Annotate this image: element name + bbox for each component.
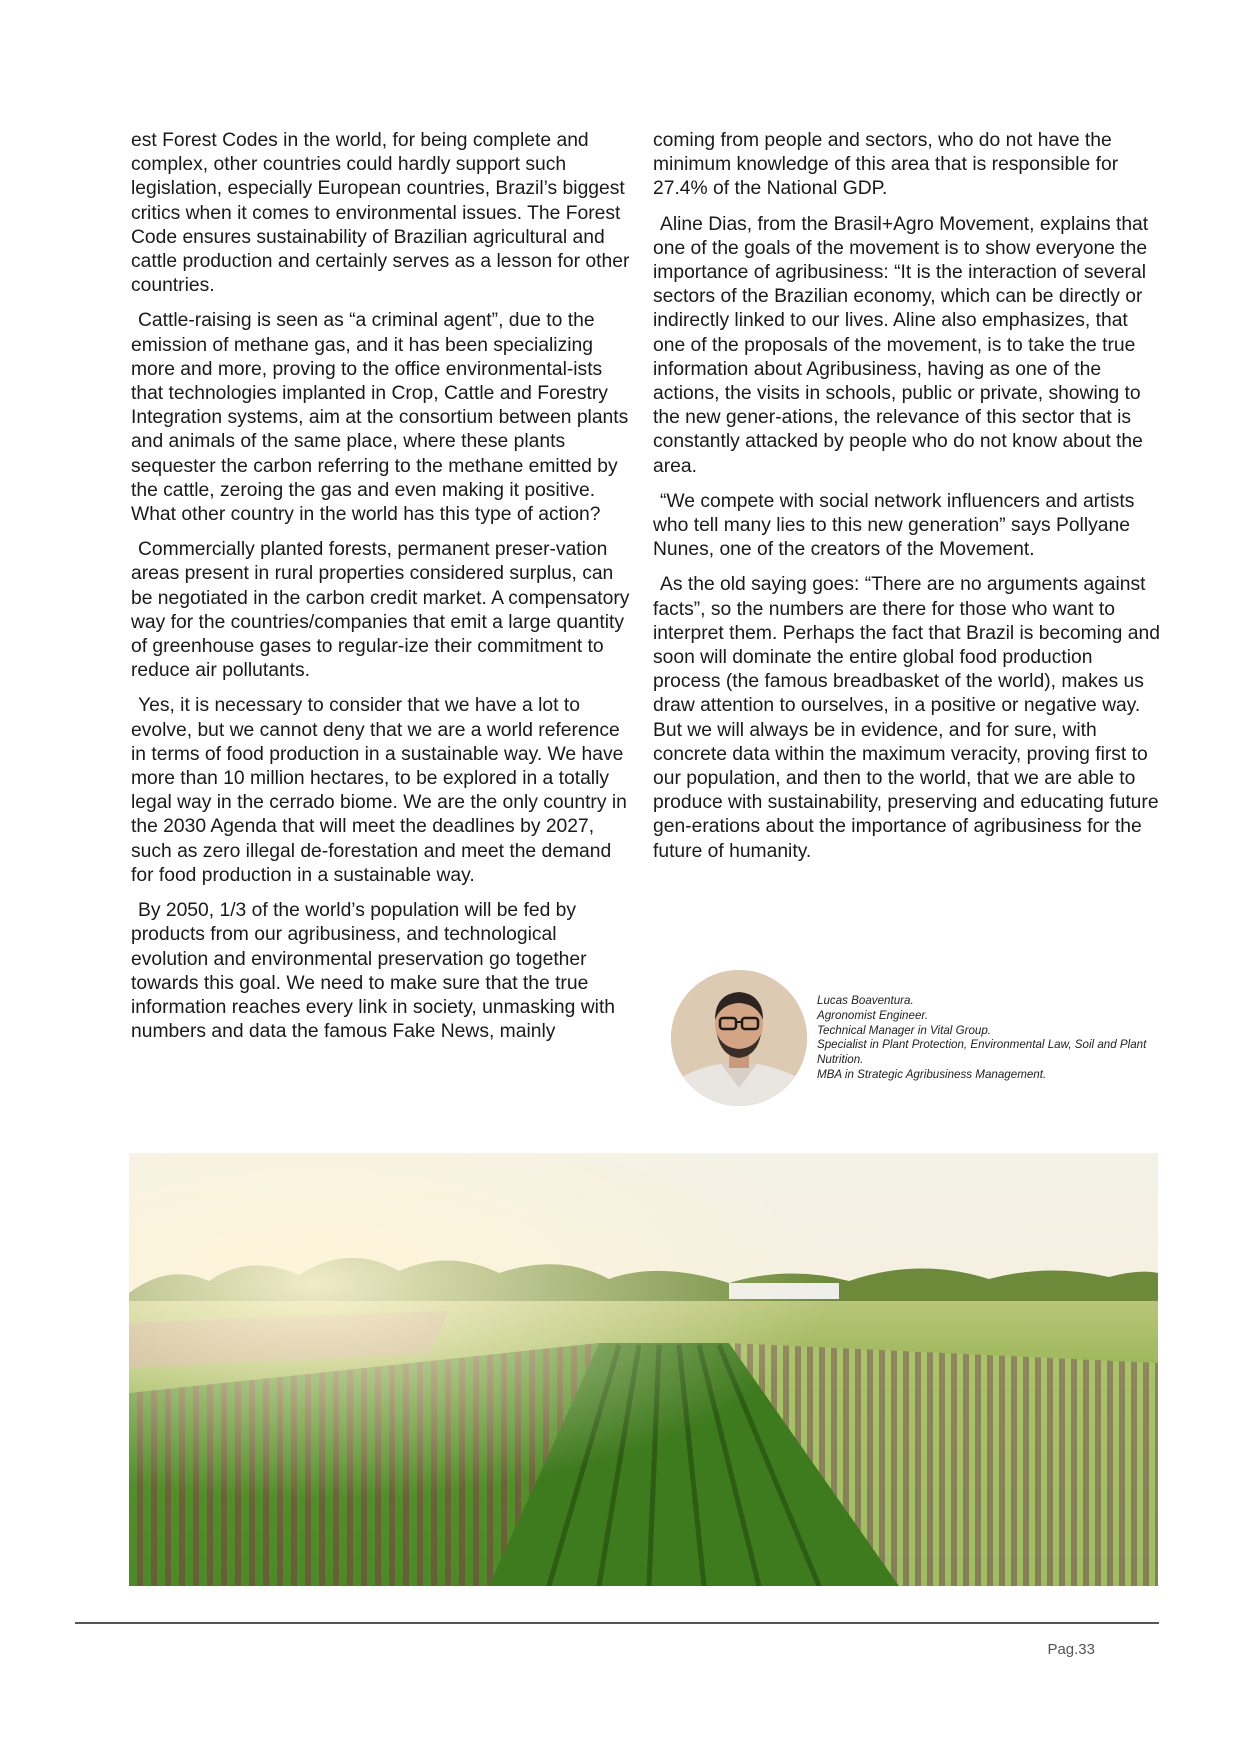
left-paragraph-5: By 2050, 1/3 of the world’s population will be fed by products from our agribusiness, and technological evolution and environmental preservation go together towards this goal. We need to make sure that the true information reaches every link in society, unmasking with numbers and data the famous Fake News, mainly [131,900,616,1043]
author-degree: MBA in Strategic Agribusiness Management. [817,1067,1047,1081]
right-paragraph-3: “We compete with social network influencers and artists who tell many lies to this new generation” says Pollyane Nunes, one of the creators of the Movement. [653,490,1135,561]
left-paragraph-3: Commercially planted forests, permanent preser-vation areas present in rural properties considered surplus, can be negotiated in the carbon credit market. A compensatory way for the countries/companies that emit a large quantity of greenhouse gases to regular-ize their commitment to reduce air pollutants. [131,539,630,682]
author-bio [817,994,1157,1083]
author-role: Technical Manager in Vital Group. [817,1023,992,1037]
right-paragraph-1: coming from people and sectors, who do not have the minimum knowledge of this area that is responsible for 27.4% of the National GDP. [653,130,1119,200]
farm-field-illustration [129,1153,1158,1586]
author-box [671,970,1171,1110]
left-paragraph-1: est Forest Codes in the world, for being complete and complex, other countries could hardly support such legislation, especially European countries, Brazil’s biggest critics when it comes to environmental issues. The Forest Code ensures sustainability of Brazilian agricultural and cattle production and certainly serves as a lesson for other countries. [131,130,630,297]
left-column [131,129,639,1055]
author-portrait [671,970,807,1106]
footer-divider [75,1622,1159,1624]
right-paragraph-4: As the old saying goes: “There are no arguments against facts”, so the numbers are there for those who want to interpret them. Perhaps the fact that Brazil is becoming and soon will dominate the entire global food production process (the famous breadbasket of the world), makes us draw attention to ourselves, in a positive or negative way. But we will always be in evidence, and for sure, with concrete data within the maximum veracity, proving first to our population, and then to the world, that we are able to produce with sustainability, preserving and educating future gen-erations about the importance of agribusiness for the future of humanity. [653,574,1160,862]
author-name: Lucas Boaventura. [817,994,914,1007]
left-paragraph-4: Yes, it is necessary to consider that we have a lot to evolve, but we cannot deny that we are a world reference in terms of food production in a sustainable way. We have more than 10 million hectares, to be explored in a totally legal way in the cerrado biome. We are the only country in the 2030 Agenda that will meet the deadlines by 2027, such as zero illegal de-forestation and meet the demand for food production in a sustainable way. [131,695,627,886]
left-paragraph-2: Cattle-raising is seen as “a criminal agent”, due to the emission of methane gas, and it has been specializing more and more, proving to the office environmental-ists that technologies implanted in Crop, Cattle and Forestry Integration systems, aim at the consortium between plants and animals of the same place, where these plants sequester the carbon referring to the methane emitted by the cattle, zeroing the gas and even making it positive. What other country in the world has this type of action? [131,310,629,526]
page-number: Pag.33 [1047,1641,1095,1658]
author-specialty: Specialist in Plant Protection, Environmental Law, Soil and Plant Nutrition. [817,1038,1147,1067]
author-title: Agronomist Engineer. [817,1008,929,1022]
right-paragraph-2: Aline Dias, from the Brasil+Agro Movement, explains that one of the goals of the movement is to show everyone the importance of agribusiness: “It is the interaction of several sectors of the Brazilian economy, which can be directly or indirectly linked to our lives. Aline also emphasizes, that one of the proposals of the movement, is to take the true information about Agribusiness, having as one of the actions, the visits in schools, public or private, showing to the new gener-ations, the relevance of this sector that is constantly attacked by people who do not know about the area. [653,213,1149,477]
right-column [653,129,1161,875]
author-avatar [671,970,807,1106]
farm-field-photo [129,1153,1158,1586]
